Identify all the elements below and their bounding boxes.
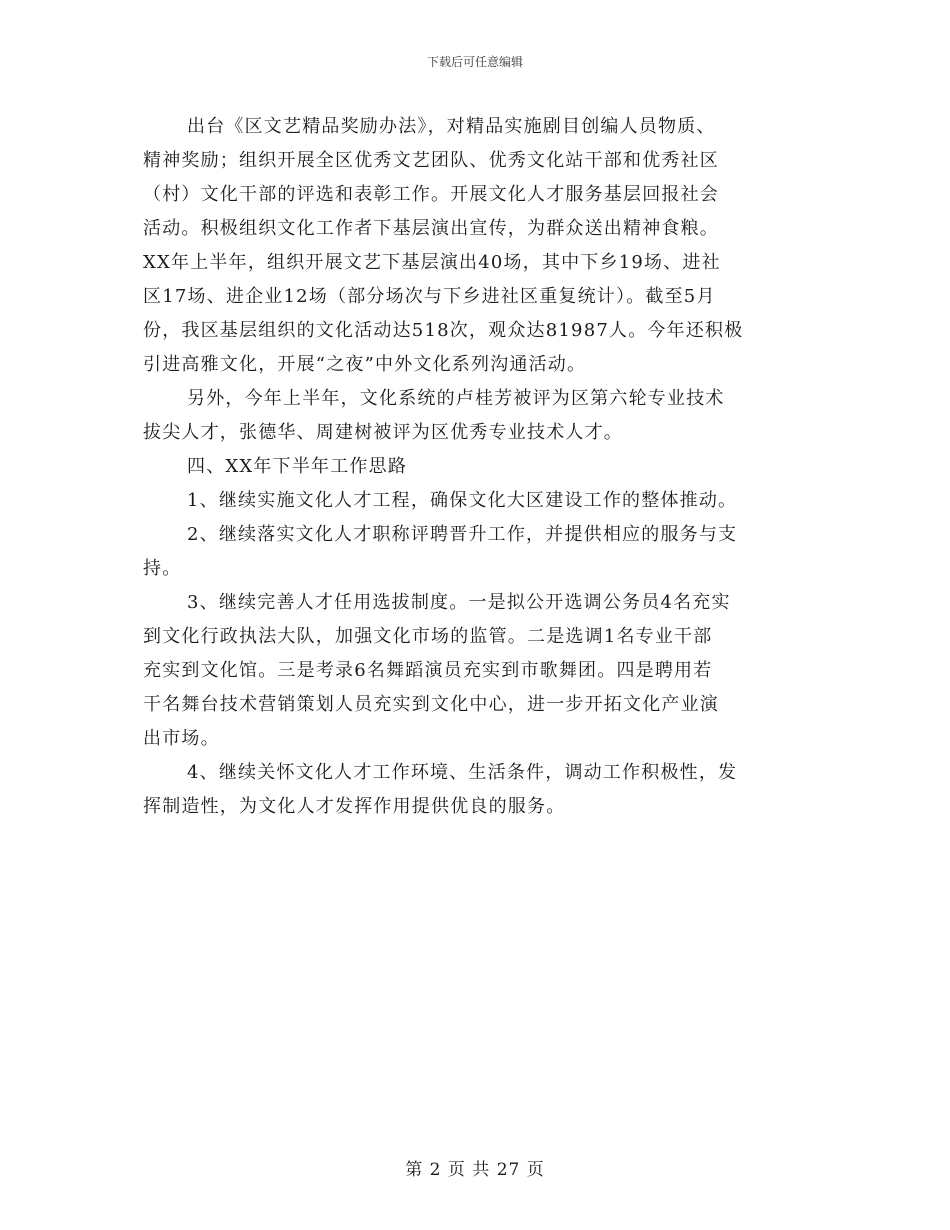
list-item	[143, 484, 807, 518]
page-number-footer: 第 2 页 共 27 页	[405, 1160, 545, 1180]
paragraph	[143, 110, 807, 382]
text-line: 出台《区文艺精品奖励办法》，对精品实施剧目创编人员物质、	[187, 116, 716, 137]
list-item	[143, 586, 807, 756]
document-body	[143, 110, 807, 824]
text-line: 引进高雅文化，开展“之夜”中外文化系列沟通活动。	[143, 354, 587, 375]
text-line: 精神奖励；组织开展全区优秀文艺团队、优秀文化站干部和优秀社区	[143, 150, 719, 171]
paragraph	[143, 382, 807, 450]
text-line: 到文化行政执法大队，加强文化市场的监管。二是选调1名专业干部	[143, 626, 713, 647]
text-line: 3、继续完善人才任用选拔制度。一是拟公开选调公务员4名充实	[187, 592, 731, 613]
text-line: 区17场、进企业12场（部分场次与下乡进社区重复统计）。截至5月	[143, 286, 716, 307]
text-line: 2、继续落实文化人才职称评聘晋升工作，并提供相应的服务与支	[187, 524, 738, 545]
text-line: XX年上半年，组织开展文艺下基层演出40场，其中下乡19场、进社	[143, 252, 721, 273]
text-line: 挥制造性，为文化人才发挥作用提供优良的服务。	[143, 796, 566, 817]
text-line: 另外，今年上半年，文化系统的卢桂芳被评为区第六轮专业技术	[187, 388, 725, 409]
text-line: 干名舞台技术营销策划人员充实到文化中心，进一步开拓文化产业演	[143, 694, 719, 715]
text-line: 活动。积极组织文化工作者下基层演出宣传，为群众送出精神食粮。	[143, 218, 719, 239]
text-line: （村）文化干部的评选和表彰工作。开展文化人才服务基层回报社会	[143, 184, 719, 205]
text-line: 充实到文化馆。三是考录6名舞蹈演员充实到市歌舞团。四是聘用若	[143, 660, 713, 681]
section-heading	[143, 450, 807, 484]
list-item	[143, 756, 807, 824]
text-line: 四、XX年下半年工作思路	[187, 456, 408, 477]
text-line: 4、继续关怀文化人才工作环境、生活条件，调动工作积极性，发	[187, 762, 738, 783]
text-line: 出市场。	[143, 728, 220, 749]
text-line: 拔尖人才，张德华、周建树被评为区优秀专业技术人才。	[143, 422, 623, 443]
page-header-note: 下载后可任意编辑	[426, 55, 523, 69]
text-line: 份，我区基层组织的文化活动达518次，观众达81987人。今年还积极	[143, 320, 744, 341]
list-item	[143, 518, 807, 586]
text-line: 持。	[143, 558, 182, 579]
text-line: 1、继续实施文化人才工程，确保文化大区建设工作的整体推动。	[187, 490, 738, 511]
